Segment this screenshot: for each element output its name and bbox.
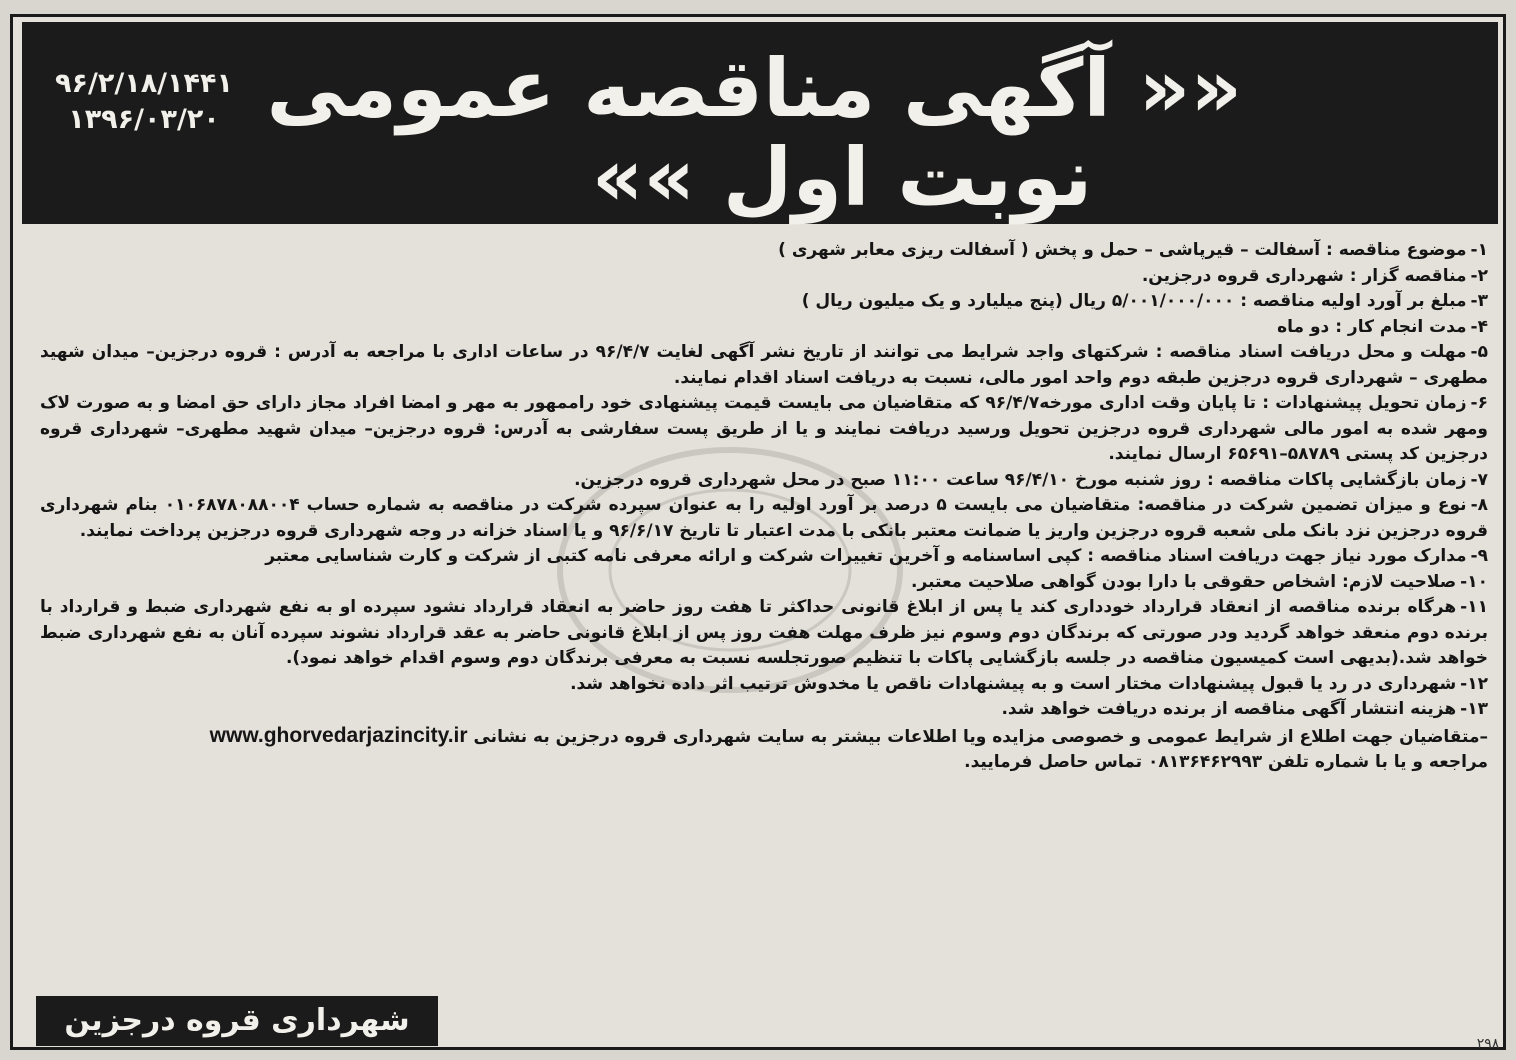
notice-item-11 <box>40 595 1488 672</box>
notice-reference <box>44 66 244 138</box>
notice-title: «« آگهی مناقصه عمومی <box>266 42 1242 135</box>
notice-subtitle: نوبت اول »» <box>591 131 1093 224</box>
item-number: ۲- <box>1470 265 1488 286</box>
item-number: ۱- <box>1470 240 1488 260</box>
item-number: ۵- <box>1470 342 1488 362</box>
notice-body <box>40 238 1488 776</box>
page-number: ۲۹۸ <box>1476 1036 1500 1052</box>
item-text: هزینه انتشار آگهی مناقصه از برنده دریافت خواهد شد. <box>1001 699 1457 719</box>
notice-item-10 <box>40 570 1488 596</box>
notice-item-9 <box>40 544 1488 570</box>
item-text: شهرداری در رد یا قبول پیشنهادات مختار است و به پیشنهادات ناقص یا مخدوش ترتیب اثر داده نخواهد شد. <box>570 673 1457 694</box>
notice-item-5 <box>40 340 1488 391</box>
item-text: مناقصه گزار : شهرداری قروه درجزین. <box>1141 265 1467 286</box>
item-text: صلاحیت لازم: اشخاص حقوقی با دارا بودن گواهی صلاحیت معتبر. <box>911 571 1457 592</box>
item-text: مدارک مورد نیاز جهت دریافت اسناد مناقصه : کپی اساسنامه و آخرین تغییرات شرکت و ارائه معرفی نامه کتبی از شرکت و کارت شناسایی معتبر <box>265 546 1467 566</box>
website-link[interactable]: www.ghorvedarjazincity.ir <box>209 723 468 747</box>
item-number: ۴- <box>1470 316 1488 337</box>
item-number: ۶- <box>1470 393 1488 413</box>
item-text: نوع و میزان تضمین شرکت در مناقصه: متقاضیان می بایست ۵ درصد بر آورد اولیه را به عنوان سپرده شرکت در مناقصه به شماره حساب ۰۱۰۶۸۷۸۰۸۸۰۰۴ بنام شهرداری قروه درجزین نزد بانک ملی شعبه قروه درجزین واریز یا ضمانت معتبر بانکی با مدت اعتبار تا تاریخ ۹۶/۶/۱۷ و یا اسناد خزانه در وجه شهرداری قروه درجزین پرداخت نمایند. <box>40 495 1488 541</box>
notice-item-12 <box>40 672 1488 698</box>
item-number: ۱۳- <box>1460 699 1488 719</box>
item-number: ۱۰- <box>1460 571 1488 592</box>
reference-date: ۱۳۹۶/۰۳/۲۰ <box>68 104 220 135</box>
notice-item-13 <box>40 697 1488 723</box>
issuer-signature: شهرداری قروه درجزین <box>36 996 438 1046</box>
item-number: ۷- <box>1470 469 1488 490</box>
reference-number: ۹۶/۲/۱۸/۱۴۴۱ <box>55 68 233 99</box>
item-text: زمان بازگشایی پاکات مناقصه : روز شنبه مورخ ۹۶/۴/۱۰ ساعت ۱۱:۰۰ صبح در محل شهرداری قروه درجزین. <box>574 469 1467 490</box>
notice-item-2 <box>40 264 1488 290</box>
closing-contact: مراجعه و یا با شماره تلفن ۰۸۱۳۶۴۶۲۹۹۳ تماس حاصل فرمایید. <box>964 752 1488 772</box>
notice-item-1 <box>40 238 1488 264</box>
item-number: ۹- <box>1470 546 1488 566</box>
notice-item-8 <box>40 493 1488 544</box>
item-text: مبلغ بر آورد اولیه مناقصه : ۵/۰۰۱/۰۰۰/۰۰۰ ریال (پنج میلیارد و یک میلیون ریال ) <box>801 291 1467 311</box>
item-text: مهلت و محل دریافت اسناد مناقصه : شرکتهای واجد شرایط می توانند از تاریخ نشر آگهی لغایت ۹۶/۴/۷ در ساعات اداری با مراجعه به آدرس : قروه درجزین– میدان شهید مطهری – شهرداری قروه درجزین طبقه دوم واحد امور مالی، نسبت به دریافت اسناد اقدام نمایند. <box>40 342 1488 388</box>
item-number: ۸- <box>1470 495 1489 515</box>
notice-closing <box>40 723 1488 776</box>
notice-item-3 <box>40 289 1488 315</box>
item-text: هرگاه برنده مناقصه از انعقاد قرارداد خودداری کند یا پس از ابلاغ قانونی حداکثر تا هفت روز حاضر به انعقاد قرارداد نشود سپرده او به نفع شهرداری ضبط و قرارداد با برنده دوم منعقد خواهد گردید ودر صورتی که برندگان دوم وسوم نیز ظرف مهلت هفت روز پس از ابلاغ قانونی حاضر به عقد قرارداد نشوند سپرده آنان به نفع شهرداری ضبط خواهد شد.(بدیهی است کمیسیون مناقصه در جلسه بازگشایی پاکات با تنظیم صورتجلسه نسبت به معرفی برندگان دوم وسوم اقدام خواهد نمود). <box>40 597 1488 668</box>
notice-header <box>22 22 1498 224</box>
item-text: زمان تحویل پیشنهادات : تا پایان وقت اداری مورخه۹۶/۴/۷ که متقاضیان می بایست قیمت پیشنهادی خود راممهور به مهر و امضا افراد مجاز دارای حق امضا و به صورت لاک ومهر شده به امور مالی شهرداری قروه درجزین تحویل ورسید دریافت نمایند و یا از طریق پست سفارشی به آدرس: قروه درجزین– میدان شهید مطهری– شهرداری قروه درجزین کد پستی ۵۸۷۸۹–۶۵۶۹۱ ارسال نمایند. <box>40 393 1488 464</box>
item-text: موضوع مناقصه : آسفالت – قیرپاشی – حمل و پخش ( آسفالت ریزی معابر شهری ) <box>778 240 1467 260</box>
item-number: ۱۲- <box>1460 673 1488 694</box>
item-number: ۱۱- <box>1460 597 1488 617</box>
closing-dash: – <box>1479 726 1488 747</box>
closing-text: متقاضیان جهت اطلاع از شرایط عمومی و خصوصی مزایده ویا اطلاعات بیشتر به سایت شهرداری قروه درجزین به نشانی <box>473 726 1480 747</box>
item-number: ۳- <box>1470 291 1488 311</box>
item-text: مدت انجام کار : دو ماه <box>1277 316 1467 337</box>
notice-item-7 <box>40 468 1488 494</box>
notice-item-4 <box>40 315 1488 341</box>
notice-item-6 <box>40 391 1488 468</box>
